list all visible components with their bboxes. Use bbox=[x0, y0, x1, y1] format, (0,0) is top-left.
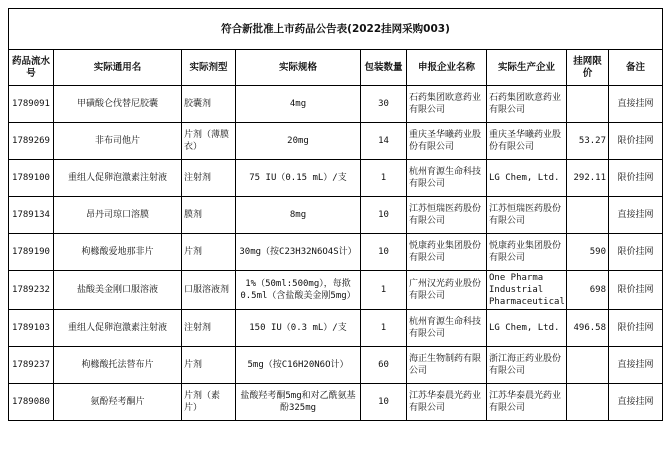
cell-note: 限价挂网 bbox=[609, 310, 663, 347]
cell-form: 胶囊剂 bbox=[182, 86, 236, 123]
cell-maker: LG Chem, Ltd. bbox=[487, 160, 567, 197]
table-row bbox=[9, 384, 663, 421]
cell-note: 限价挂网 bbox=[609, 123, 663, 160]
cell-maker: 浙江海正药业股份有限公司 bbox=[487, 347, 567, 384]
header-note: 备注 bbox=[609, 50, 663, 86]
header-applicant: 申报企业名称 bbox=[407, 50, 487, 86]
table-row bbox=[9, 347, 663, 384]
header-id: 药品流水号 bbox=[9, 50, 54, 86]
cell-spec: 75 IU（0.15 mL）/支 bbox=[236, 160, 361, 197]
header-form: 实际剂型 bbox=[182, 50, 236, 86]
cell-maker: LG Chem, Ltd. bbox=[487, 310, 567, 347]
table-row bbox=[9, 234, 663, 271]
cell-name: 氨酚羟考酮片 bbox=[54, 384, 182, 421]
cell-maker: 江苏恒瑞医药股份有限公司 bbox=[487, 197, 567, 234]
header-name: 实际通用名 bbox=[54, 50, 182, 86]
header-price: 挂网限价 bbox=[567, 50, 609, 86]
cell-form: 片剂 bbox=[182, 234, 236, 271]
cell-applicant: 广州汉光药业股份有限公司 bbox=[407, 271, 487, 310]
cell-id: 1789134 bbox=[9, 197, 54, 234]
cell-qty: 1 bbox=[361, 160, 407, 197]
cell-maker: 悦康药业集团股份有限公司 bbox=[487, 234, 567, 271]
cell-spec: 30mg（按C23H32N6O4S计） bbox=[236, 234, 361, 271]
header-qty: 包装数量 bbox=[361, 50, 407, 86]
cell-qty: 1 bbox=[361, 271, 407, 310]
cell-note: 限价挂网 bbox=[609, 271, 663, 310]
cell-spec: 盐酸羟考酮5mg和对乙酰氨基酚325mg bbox=[236, 384, 361, 421]
cell-applicant: 杭州育源生命科技有限公司 bbox=[407, 310, 487, 347]
cell-qty: 1 bbox=[361, 310, 407, 347]
cell-form: 片剂（素片） bbox=[182, 384, 236, 421]
table-row bbox=[9, 197, 663, 234]
cell-form: 片剂 bbox=[182, 347, 236, 384]
cell-maker: 江苏华泰晨光药业有限公司 bbox=[487, 384, 567, 421]
cell-name: 甲磺酸仑伐替尼胶囊 bbox=[54, 86, 182, 123]
cell-price: 496.58 bbox=[567, 310, 609, 347]
cell-form: 口服溶液剂 bbox=[182, 271, 236, 310]
cell-qty: 10 bbox=[361, 384, 407, 421]
table-title: 符合新批准上市药品公告表(2022挂网采购003) bbox=[9, 9, 663, 50]
cell-form: 注射剂 bbox=[182, 160, 236, 197]
cell-name: 盐酸美金刚口服溶液 bbox=[54, 271, 182, 310]
table-row bbox=[9, 310, 663, 347]
cell-name: 重组人促卵泡激素注射液 bbox=[54, 310, 182, 347]
cell-spec: 1%（50ml:500mg），每揿0.5ml（含盐酸美金刚5mg） bbox=[236, 271, 361, 310]
cell-note: 直接挂网 bbox=[609, 384, 663, 421]
cell-price: 698 bbox=[567, 271, 609, 310]
cell-id: 1789269 bbox=[9, 123, 54, 160]
cell-applicant: 江苏华泰晨光药业有限公司 bbox=[407, 384, 487, 421]
cell-maker: 重庆圣华曦药业股份有限公司 bbox=[487, 123, 567, 160]
cell-applicant: 重庆圣华曦药业股份有限公司 bbox=[407, 123, 487, 160]
cell-price: 292.11 bbox=[567, 160, 609, 197]
cell-id: 1789232 bbox=[9, 271, 54, 310]
cell-applicant: 杭州育源生命科技有限公司 bbox=[407, 160, 487, 197]
cell-applicant: 江苏恒瑞医药股份有限公司 bbox=[407, 197, 487, 234]
cell-price bbox=[567, 197, 609, 234]
cell-qty: 60 bbox=[361, 347, 407, 384]
cell-note: 限价挂网 bbox=[609, 234, 663, 271]
cell-name: 重组人促卵泡激素注射液 bbox=[54, 160, 182, 197]
cell-form: 注射剂 bbox=[182, 310, 236, 347]
table-header-row bbox=[9, 50, 663, 86]
cell-id: 1789190 bbox=[9, 234, 54, 271]
cell-spec: 150 IU（0.3 mL）/支 bbox=[236, 310, 361, 347]
header-maker: 实际生产企业 bbox=[487, 50, 567, 86]
cell-spec: 4mg bbox=[236, 86, 361, 123]
cell-qty: 10 bbox=[361, 234, 407, 271]
cell-spec: 8mg bbox=[236, 197, 361, 234]
cell-price bbox=[567, 86, 609, 123]
document-page bbox=[8, 8, 662, 421]
cell-qty: 30 bbox=[361, 86, 407, 123]
cell-qty: 14 bbox=[361, 123, 407, 160]
cell-price bbox=[567, 347, 609, 384]
cell-id: 1789080 bbox=[9, 384, 54, 421]
cell-qty: 10 bbox=[361, 197, 407, 234]
cell-name: 枸橼酸爱地那非片 bbox=[54, 234, 182, 271]
drug-list-table bbox=[8, 8, 663, 421]
cell-applicant: 石药集团欧意药业有限公司 bbox=[407, 86, 487, 123]
cell-note: 直接挂网 bbox=[609, 86, 663, 123]
table-row bbox=[9, 160, 663, 197]
cell-form: 片剂（薄膜衣） bbox=[182, 123, 236, 160]
cell-spec: 5mg（按C16H20N6O计） bbox=[236, 347, 361, 384]
cell-id: 1789237 bbox=[9, 347, 54, 384]
cell-id: 1789100 bbox=[9, 160, 54, 197]
cell-note: 直接挂网 bbox=[609, 197, 663, 234]
cell-spec: 20mg bbox=[236, 123, 361, 160]
table-row bbox=[9, 271, 663, 310]
cell-form: 膜剂 bbox=[182, 197, 236, 234]
cell-id: 1789103 bbox=[9, 310, 54, 347]
cell-applicant: 悦康药业集团股份有限公司 bbox=[407, 234, 487, 271]
table-row bbox=[9, 86, 663, 123]
cell-note: 限价挂网 bbox=[609, 160, 663, 197]
cell-id: 1789091 bbox=[9, 86, 54, 123]
cell-maker: One Pharma Industrial Pharmaceutical bbox=[487, 271, 567, 310]
cell-note: 直接挂网 bbox=[609, 347, 663, 384]
cell-name: 昂丹司琼口溶膜 bbox=[54, 197, 182, 234]
cell-price: 53.27 bbox=[567, 123, 609, 160]
cell-price: 590 bbox=[567, 234, 609, 271]
cell-applicant: 海正生物制药有限公司 bbox=[407, 347, 487, 384]
cell-name: 枸橼酸托法替布片 bbox=[54, 347, 182, 384]
cell-name: 非布司他片 bbox=[54, 123, 182, 160]
cell-maker: 石药集团欧意药业有限公司 bbox=[487, 86, 567, 123]
header-spec: 实际规格 bbox=[236, 50, 361, 86]
table-row bbox=[9, 123, 663, 160]
table-title-row bbox=[9, 9, 663, 50]
cell-price bbox=[567, 384, 609, 421]
